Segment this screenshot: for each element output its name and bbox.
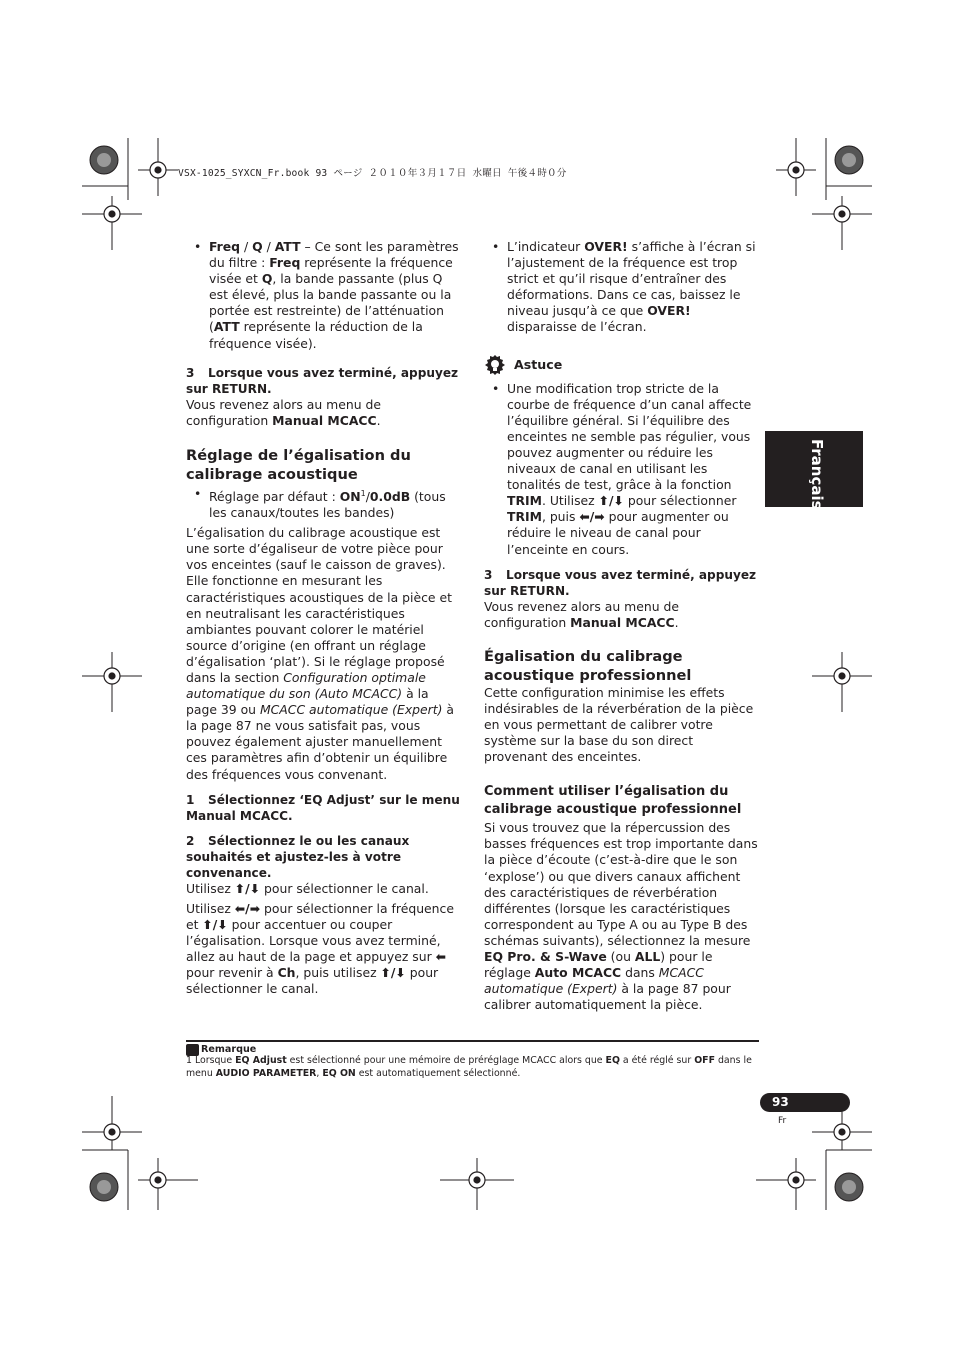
step-3-return: 3 Lorsque vous avez terminé, appuyez sur RETURN. [186,365,459,396]
section-heading-eq: Réglage de l’égalisation du calibrage acoustique [186,446,411,483]
eq-description: L’égalisation du calibrage acoustique est une sorte d’égaliseur de votre pièce pour vos enceintes (sauf le caisson de graves). Elle fonctionne en mesurant les caractéristiques acoustiques de la pièce et en neutralisant les caractéristiques ambiantes pouvant colorer le matériel source d’origine (en offrant un réglage d’égalisation ‘plat’). Si le réglage proposé dans la section Configuration optimale automatique du son (Auto MCACC) à la page 39 ou MCACC automatique (Expert) à la page 87 ne vous satisfait pas, vous pouvez également ajuster manuellement ces paramètres afin d’obtenir un équilibre des fréquences vous convenant. [186,525,454,782]
subheading-how-to: Comment utiliser l’égalisation du calibrage acoustique professionnel [484,784,742,818]
filter-params-bullet: • Freq / Q / ATT – Ce sont les paramètres du filtre : Freq représente la fréquence visée et Q, la bande passante (plus Q est élevé, plus la bande passante ou la portée est restreinte) de l’atténuation (ATT représente la réduction de la fréquence visée). [186,239,462,352]
file-header: VSX-1025_SYXCN_Fr.book 93 ページ ２０１０年３月１７日 水曜日 午後４時０分 [178,168,567,179]
over-indicator-bullet: • L’indicateur OVER! s’affiche à l’écran si l’ajustement de la fréquence est trop strict et qu’il risque d’entraîner des déformations. Dans ce cas, baissez le niveau jusqu’à ce que OVER! disparaisse de l’écran. [484,239,758,336]
right-column [484,239,758,1013]
pro-eq-description: Cette configuration minimise les effets indésirables de la réverbération de la pièce en vous permettant de calibrer votre système sur la base du son direct provenant des enceintes. [484,684,754,765]
page-language-code: Fr [778,1116,787,1126]
step-2-channels: 2 Sélectionnez le ou les canaux souhaités et ajustez-les à votre convenance. [186,833,410,880]
step-3-return-right: 3 Lorsque vous avez terminé, appuyez sur RETURN. [484,567,757,598]
left-column [186,239,462,997]
footnote-divider [186,1040,759,1042]
tip-title: Astuce [514,356,563,372]
step-3-body-right: Vous revenez alors au menu de configuration Manual MCACC. [484,598,679,630]
footnote-text: 1 Lorsque EQ Adjust est sélectionné pour une mémoire de préréglage MCACC alors que EQ a été réglé sur OFF dans le menu AUDIO PARAMETER, EQ ON est automatiquement sélectionné. [186,1055,752,1079]
default-setting-bullet: • Réglage par défaut : $ON^1/0.0dB$ (tous les canaux/toutes les bandes) [186,486,462,521]
footnote-title: Remarque [201,1044,257,1055]
section-heading-pro-eq: Égalisation du calibrage acoustique professionnel [484,647,692,684]
page-number: 93 [760,1093,850,1112]
language-tab [765,431,863,510]
step-2-body-1: Utilisez ⬆/⬇ pour sélectionner le canal. [186,880,429,896]
step-3-body: Vous revenez alors au menu de configuration Manual MCACC. [186,396,381,428]
tip-bullet: • Une modification trop stricte de la courbe de fréquence d’un canal affecte l’équilibre général. Si l’équilibre des enceintes ne semble pas régulier, vous pouvez augmenter ou réduire les niveaux de canal en utilisant les tonalités de test, grâce à la fonction TRIM. Utilisez ⬆/⬇ pour sélectionner TRIM, puis ⬅/➡ pour augmenter ou réduire le niveau de canal pour l’enceinte en cours. [484,381,758,558]
language-tab-label: Français [808,439,826,510]
step-1-eq-adjust: 1 Sélectionnez ‘EQ Adjust’ sur le menu Manual MCACC. [186,792,460,823]
step-2-body-2: Utilisez ⬅/➡ pour sélectionner la fréquence et ⬆/⬇ pour accentuer ou couper l’égalisation. Lorsque vous avez terminé, allez au haut de la page et appuyez sur ⬅ pour revenir à Ch, puis utilisez ⬆/⬇ pour sélectionner le canal. [186,900,454,997]
how-to-body: Si vous trouvez que la répercussion des basses fréquences est trop importante dans la pièce d’écoute (c’est-à-dire que le son ‘explose’) ou que divers canaux affichent des caractéristiques de réverbération différentes (lorsque les caractéristiques correspondent au Type A ou au Type B des schémas suivants), sélectionnez la mesure EQ Pro. & S-Wave (ou ALL) pour le réglage Auto MCACC dans MCACC automatique (Expert) à la page 87 pour calibrer automatiquement la pièce. [484,820,758,1013]
tip-header [484,354,758,376]
lightbulb-icon [484,354,506,376]
